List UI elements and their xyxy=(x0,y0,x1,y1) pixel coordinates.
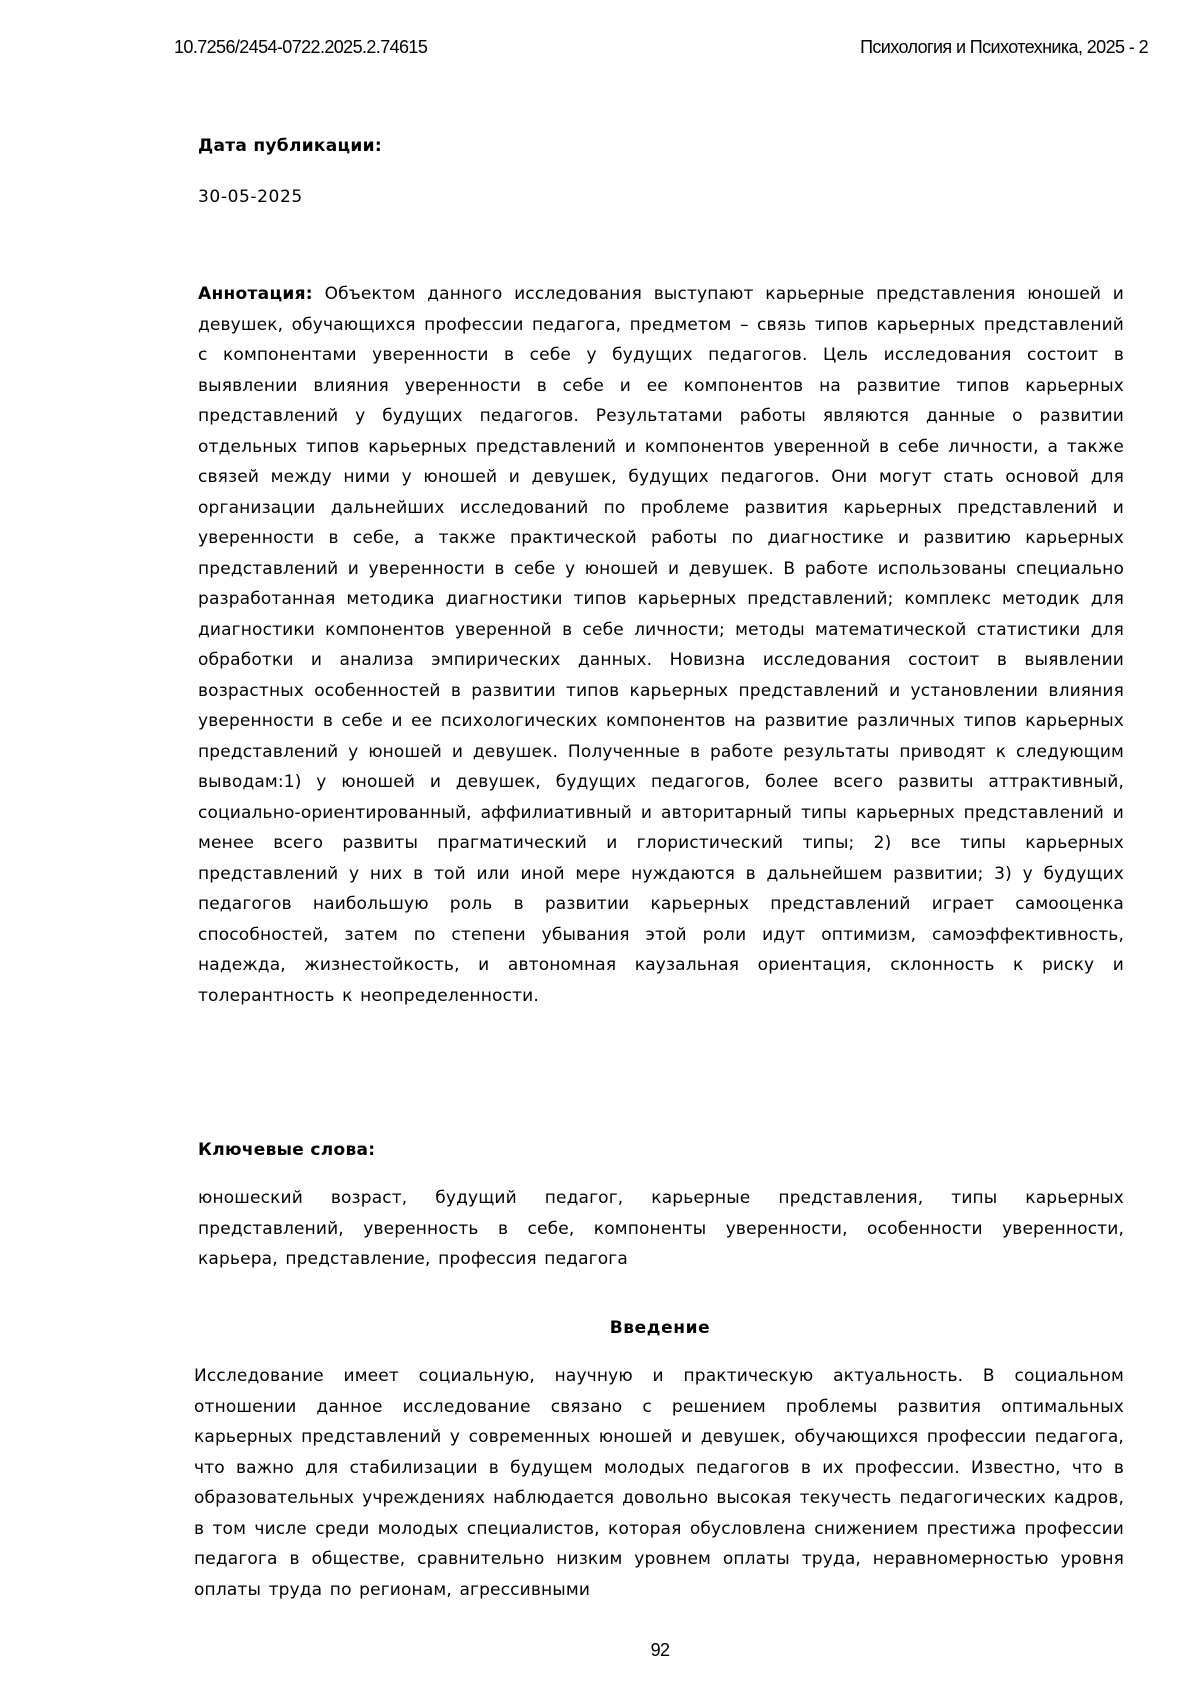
introduction-text: Исследование имеет социальную, научную и практическую актуальность. В социальном отношении данное исследование связано с решением проблемы развития оптимальных карьерных представлений у современных юношей и девушек, обучающихся профессии педагога, что важно для стабилизации в будущем молодых педагогов в их профессии. Известно, что в образовательных учреждениях наблюдается довольно высокая текучесть педагогических кадров, в том числе среди молодых специалистов, которая обусловлена снижением престижа профессии педагога в обществе, сравнительно низким уровнем оплаты труда, неравномерностью уровня оплаты труда по регионам, агрессивными xyxy=(194,1361,1124,1605)
introduction-title: Введение xyxy=(0,1318,1200,1338)
abstract xyxy=(198,279,1124,1011)
publication-date-label: Дата публикации: xyxy=(198,136,382,156)
abstract-label: Аннотация: xyxy=(198,284,313,304)
journal-title: Психология и Психотехника, 2025 - 2 xyxy=(860,37,1148,58)
publication-date: 30-05-2025 xyxy=(198,187,303,207)
abstract-text: Объектом данного исследования выступают карьерные представления юношей и девушек, обучающихся профессии педагога, предметом – связь типов карьерных представлений с компонентами уверенности в себе у будущих педагогов. Цель исследования состоит в выявлении влияния уверенности в себе и ее компонентов на развитие типов карьерных представлений у будущих педагогов. Результатами работы являются данные о развитии отдельных типов карьерных представлений и компонентов уверенной в себе личности, а также связей между ними у юношей и девушек, будущих педагогов. Они могут стать основой для организации дальнейших исследований по проблеме развития карьерных представлений и уверенности в себе, а также практической работы по диагностике и развитию карьерных представлений и уверенности в себе у юношей и девушек. В работе использованы специально разработанная методика диагностики типов карьерных представлений; комплекс методик для диагностики компонентов уверенной в себе личности; методы математической статистики для обработки и анализа эмпирических данных. Новизна исследования состоит в выявлении возрастных особенностей в развитии типов карьерных представлений и установлении влияния уверенности в себе и ее психологических компонентов на развитие различных типов карьерных представлений у юношей и девушек. Полученные в работе результаты приводят к следующим выводам:1) у юношей и девушек, будущих педагогов, более всего развиты аттрактивный, социально-ориентированный, аффилиативный и авторитарный типы карьерных представлений и менее всего развиты прагматический и глористический типы; 2) все типы карьерных представлений у них в той или иной мере нуждаются в дальнейшем развитии; 3) у будущих педагогов наибольшую роль в развитии карьерных представлений играет самооценка способностей, затем по степени убывания этой роли идут оптимизм, самоэффективность, надежда, жизнестойкость, и автономная каузальная ориентация, склонность к риску и толерантность к неопределенности. xyxy=(198,284,1124,1006)
keywords-text: юношеский возраст, будущий педагог, карьерные представления, типы карьерных представлений, уверенность в себе, компоненты уверенности, особенности уверенности, карьера, представление, профессия педагога xyxy=(198,1183,1124,1275)
doi: 10.7256/2454-0722.2025.2.74615 xyxy=(174,37,427,58)
page-number: 92 xyxy=(0,1640,1200,1661)
keywords-label: Ключевые слова: xyxy=(198,1140,375,1160)
